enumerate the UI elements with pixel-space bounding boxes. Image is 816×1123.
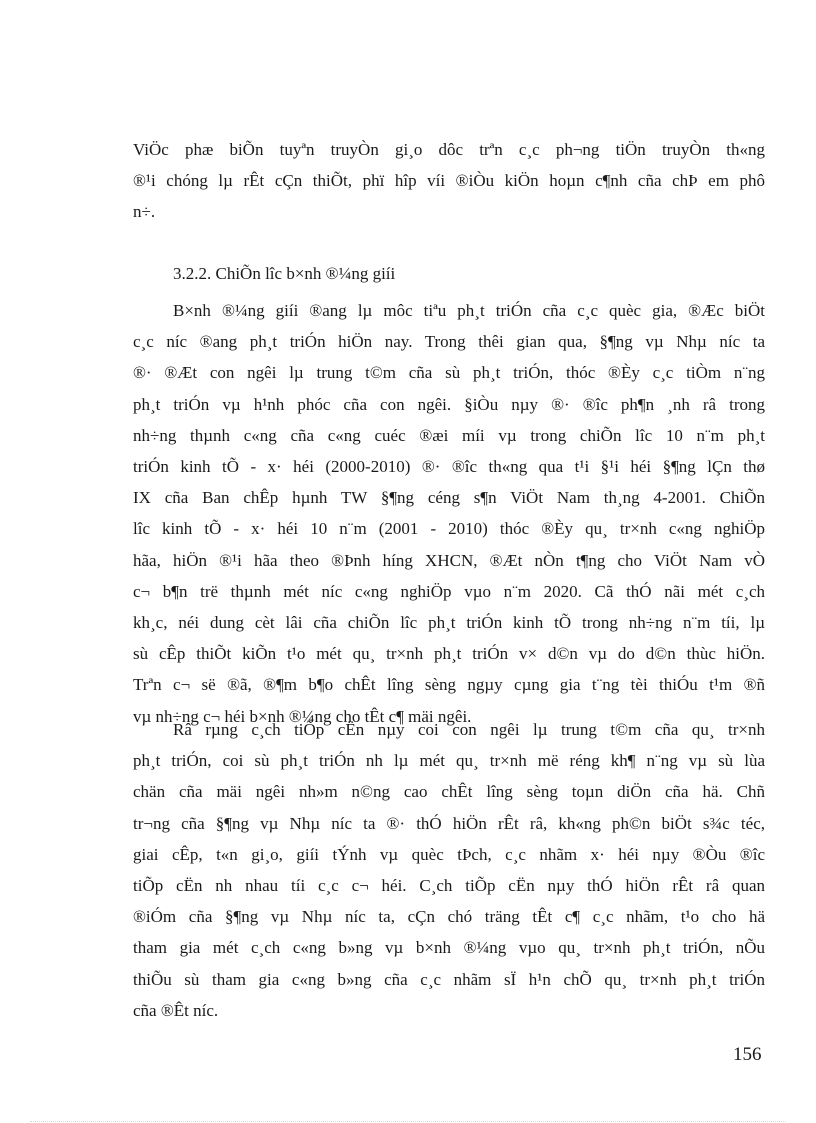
text-line: Râ rµng c¸ch tiÕp cËn nµy coi con ngêi lµ trung t©m cña qu¸ tr×nh [173,720,765,739]
text-line: Trªn c¬ së ®ã, ®¶m b¶o chÊt lîng sèng ngµy cµng gia t¨ng tèi thiÓu t¹m ®ñ [133,675,765,695]
page-number: 156 [733,1044,762,1065]
footer-divider [30,1121,786,1122]
text-line: chän cña mäi ngêi nh»m n©ng cao chÊt lîng sèng toµn diÖn cña hä. Chñ [133,782,765,802]
paragraph-gender-equality [133,295,765,732]
text-line: giai cÊp, t«n gi¸o, giíi tÝnh vµ quèc tÞch, c¸c nhãm x· héi nµy ®Òu ®îc [133,844,765,864]
text-line: tham gia mét c¸ch c«ng b»ng vµ b×nh ®¼ng vµo qu¸ tr×nh ph¸t triÓn, nÕu [133,938,765,958]
text-line: triÓn kinh tÕ - x· héi (2000-2010) ®· ®îc th«ng qua t¹i §¹i héi §¶ng lÇn thø [133,457,765,477]
text-line: ph¸t triÓn, coi sù ph¸t triÓn nh lµ mét qu¸ tr×nh më réng kh¶ n¨ng vµ sù lùa [133,751,765,771]
text-line: ®· ®Æt con ngêi lµ trung t©m cña sù ph¸t triÓn, thóc ®Èy c¸c tiÒm n¨ng [133,363,765,383]
text-line: kh¸c, néi dung cèt lâi cña chiÕn lîc ph¸t triÓn kinh tÕ trong nh÷ng n¨m tíi, lµ [133,613,765,633]
text-line: cña ®Êt níc. [133,1000,219,1020]
text-line: IX cña Ban chÊp hµnh TW §¶ng céng s¶n ViÖt Nam th¸ng 4-2001. ChiÕn [133,488,765,508]
text-line: vµ nh÷ng c¬ héi b×nh ®¼ng cho tÊt c¶ mäi ngêi. [133,706,472,726]
text-line: hãa, hiÖn ®¹i hãa theo ®Þnh híng XHCN, ®Æt nÒn t¶ng cho ViÖt Nam vÒ [133,550,765,570]
text-line: nh÷ng thµnh c«ng cña c«ng cuéc ®æi míi vµ trong chiÕn lîc 10 n¨m ph¸t [133,425,765,445]
text-line: thiÕu sù tham gia c«ng b»ng cña c¸c nhãm sÏ h¹n chÕ qu¸ tr×nh ph¸t triÓn [133,969,765,989]
text-line: c¸c níc ®ang ph¸t triÓn hiÖn nay. Trong thêi gian qua, §¶ng vµ Nhµ níc ta [133,332,765,352]
text-line: ViÖc phæ biÕn tuyªn truyÒn gi¸o dôc trªn c¸c ph¬ng tiÖn truyÒn th«ng [133,140,765,159]
text-line: tr¬ng cña §¶ng vµ Nhµ níc ta ®· thÓ hiÖn rÊt râ, kh«ng ph©n biÖt s¾c téc, [133,813,765,833]
text-line: ®¹i chóng lµ rÊt cÇn thiÕt, phï hîp víi ®iÒu kiÖn hoµn c¶nh cña chÞ em phô [133,171,765,191]
text-line: lîc kinh tÕ - x· héi 10 n¨m (2001 - 2010) thóc ®Èy qu¸ tr×nh c«ng nghiÖp [133,519,765,539]
text-line: B×nh ®¼ng giíi ®ang lµ môc tiªu ph¸t triÓn cña c¸c quèc gia, ®Æc biÖt [173,301,765,320]
text-line: ®iÓm cña §¶ng vµ Nhµ níc ta, cÇn chó träng tÊt c¶ c¸c nhãm, t¹o cho hä [133,907,765,927]
text-line: c¬ b¶n trë thµnh mét níc c«ng nghiÖp vµo n¨m 2020. Cã thÓ nãi mét c¸ch [133,581,765,601]
text-line: ph¸t triÓn vµ h¹nh phóc cña con ngêi. §iÒu nµy ®· ®îc ph¶n ¸nh râ trong [133,394,765,414]
section-heading: 3.2.2. ChiÕn lîc b×nh ®¼ng giíi [173,264,396,283]
text-line: sù cÊp thiÕt kiÕn t¹o mét qu¸ tr×nh ph¸t triÓn v× d©n vµ do d©n thùc hiÖn. [133,644,765,664]
text-line: n÷. [133,202,156,222]
paragraph-intro [133,134,765,228]
text-line: tiÕp cËn nh nhau tíi c¸c c¬ héi. C¸ch tiÕp cËn nµy thÓ hiÖn rÊt râ quan [133,876,765,896]
paragraph-approach [133,714,765,1026]
